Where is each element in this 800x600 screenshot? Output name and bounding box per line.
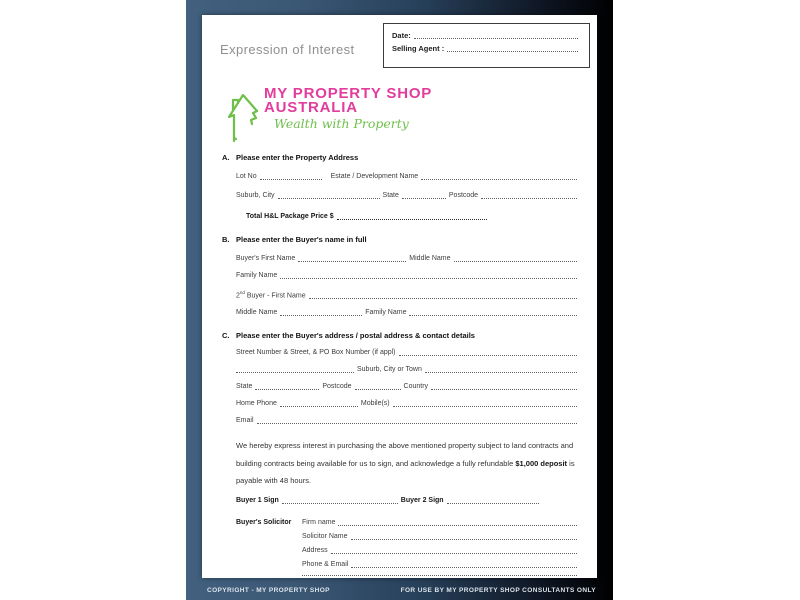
mobile-label: Mobile(s) [360,400,390,408]
solicitor-name-label: Solicitor Name [302,532,348,540]
section-c-letter: C. [222,331,230,341]
solicitor-fields [302,518,580,577]
extra-fill-line [302,574,577,576]
declaration-text-before: We hereby express interest in purchasing the above mentioned property subject to land contracts and building contracts being available for us to sign, and acknowledge a fully refundable [236,441,574,468]
section-c-heading [222,331,580,340]
country-fill-line [431,388,577,390]
family-name2-label: Family Name [365,309,407,317]
estate-label: Estate / Development Name [330,173,419,180]
email-label: Email [236,417,254,425]
family-name-label: Family Name [236,272,278,279]
phone-email-row [302,560,580,569]
total-price-row [246,212,580,221]
family-name2-fill-line [409,314,577,316]
solicitor-block [236,518,580,577]
house-icon [226,87,259,143]
total-price-label: Total H&L Package Price $ [246,213,334,220]
page-title: Expression of Interest [220,42,355,57]
lot-no-fill-line [260,178,322,180]
postcode-fill-line [481,197,577,199]
buyer2-sign-line [447,502,539,504]
section-b-heading [222,235,580,244]
date-label: Date: [392,31,411,40]
total-price-fill-line [337,218,487,220]
selling-agent-row [392,44,581,53]
solicitor-address-fill-line [331,552,577,554]
section-c-title: Please enter the Buyer's address / postal address & contact details [236,331,475,341]
buyer-first-middle-row [236,254,580,263]
section-b-letter: B. [222,235,230,244]
suburb-town-row [236,365,580,374]
state-label: State [382,192,399,199]
middle-name-label: Middle Name [409,255,451,262]
state2-fill-line [255,388,319,390]
solicitor-label: Buyer's Solicitor [236,518,292,526]
mobile-fill-line [393,405,577,407]
footer-copyright: COPYRIGHT - MY PROPERTY SHOP [207,587,330,594]
state-postcode-country-row [236,382,580,391]
declaration-deposit-bold: $1,000 deposit [515,458,568,468]
firm-name-fill-line [338,524,577,526]
selling-agent-label: Selling Agent : [392,44,445,53]
second-buyer-fill-line [309,297,577,299]
company-logo [226,87,432,143]
second-buyer-row [236,288,580,300]
date-fill-line [414,37,578,39]
solicitor-address-label: Address [302,546,328,554]
firm-name-label: Firm name [302,518,336,526]
lot-estate-row [236,172,580,181]
family-name-row [236,271,580,280]
extra-fill-row [302,574,580,577]
street-row [236,348,580,357]
logo-name-line2: AUSTRALIA [264,99,358,116]
middle-family-row [236,308,580,317]
street-fill-line-2 [236,371,354,373]
logo-tagline: Wealth with Property [274,116,409,131]
suburb-city-label: Suburb, City [236,192,275,199]
declaration-text-after: is payable with 48 hours. [236,458,575,486]
home-phone-fill-line [280,405,358,407]
middle-name2-fill-line [280,314,362,316]
phone-email-fill-line [351,566,577,568]
middle-name-fill-line [454,260,577,262]
country-label: Country [403,383,429,391]
email-fill-line [257,422,577,424]
estate-fill-line [421,178,577,180]
buyer2-sign-label: Buyer 2 Sign [400,496,444,504]
page-background-frame [186,0,613,600]
form-page [202,15,597,578]
buyer1-sign-line [282,502,398,504]
street-label: Street Number & Street, & PO Box Number (if appl) [236,349,396,357]
lot-no-label: Lot No [236,173,257,180]
section-a-letter: A. [222,153,230,162]
solicitor-name-row [302,532,580,541]
date-agent-box [383,23,590,68]
buyer1-sign-label: Buyer 1 Sign [236,496,279,504]
suburb-town-label: Suburb, City or Town [357,366,422,374]
email-row [236,416,580,425]
middle-name2-label: Middle Name [236,309,278,317]
logo-text [264,87,432,131]
buyer-first-name-label: Buyer's First Name [236,255,296,262]
solicitor-address-row [302,546,580,555]
phone-email-label: Phone & Email [302,560,349,568]
footer-consultants-note: FOR USE BY MY PROPERTY SHOP CONSULTANTS ONLY [400,587,596,594]
buyer-first-name-fill-line [298,260,406,262]
suburb-state-postcode-row [236,191,580,200]
date-row [392,31,581,40]
signature-row [236,496,580,505]
section-a-title: Please enter the Property Address [236,153,359,162]
suburb-city-fill-line [278,197,380,199]
postcode2-fill-line [355,388,401,390]
firm-name-row [302,518,580,527]
section-b-title: Please enter the Buyer's name in full [236,235,367,244]
state-fill-line [402,197,446,199]
postcode2-label: Postcode [322,383,352,391]
postcode-label: Postcode [448,192,479,199]
family-name-fill-line [280,277,577,279]
phone-mobile-row [236,399,580,408]
street-fill-line [399,354,577,356]
second-buyer-label: 2nd Buyer - First Name [236,290,306,300]
solicitor-name-fill-line [351,538,577,540]
home-phone-label: Home Phone [236,400,277,408]
selling-agent-fill-line [447,50,578,52]
form-content [222,153,580,577]
logo-name-line1: MY PROPERTY SHOP [264,85,433,102]
suburb-town-fill-line [425,371,577,373]
declaration-paragraph [236,437,580,490]
state2-label: State [236,383,253,391]
section-a-heading [222,153,580,162]
